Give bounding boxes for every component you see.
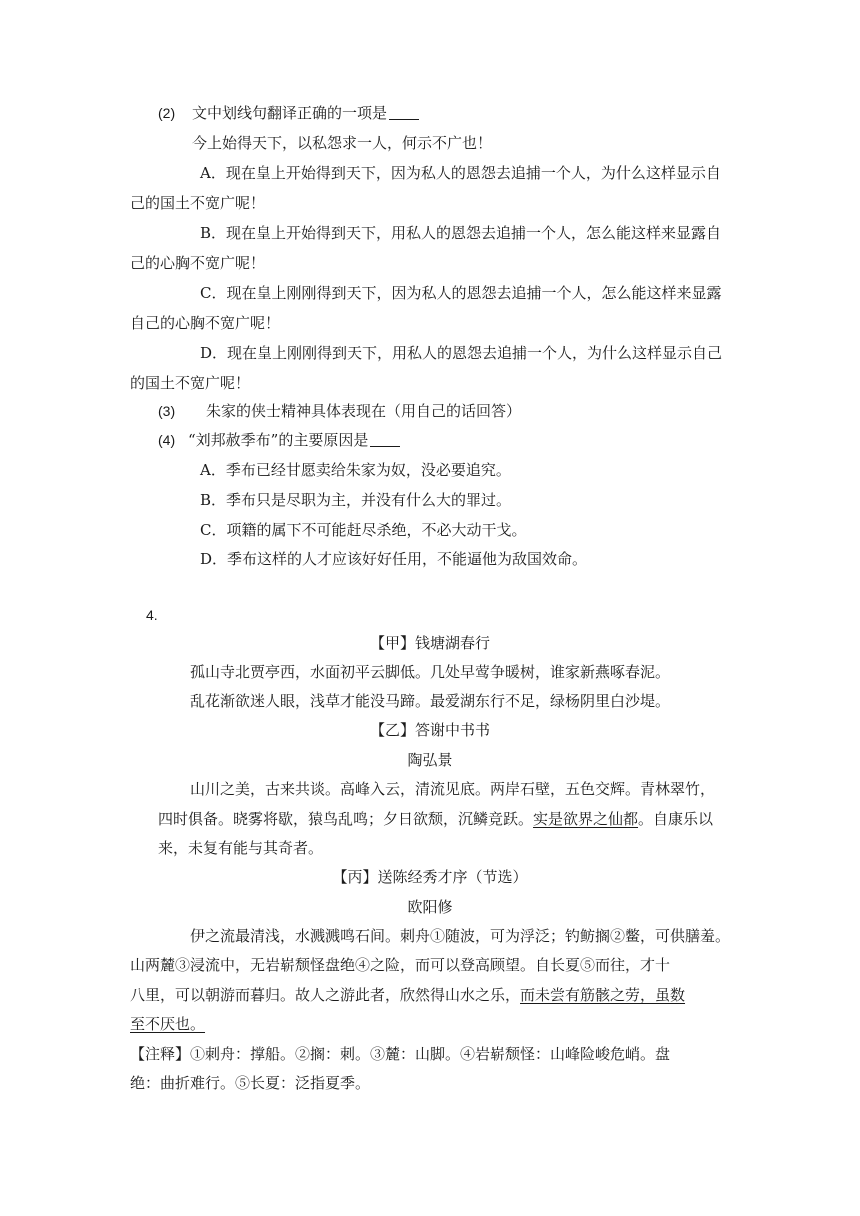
q4-option-b: B．季布只是尽职为主，并没有什么大的罪过。 [200, 491, 512, 509]
text-bing-line-3-head: 八里，可以朝游而暮归。故人之游此者，欣然得山水之乐， [130, 986, 521, 1004]
underlined-sentence: 实是欲界之仙都 [533, 810, 639, 828]
text-bing-title: 【丙】送陈经秀才序（节选） [332, 868, 528, 886]
section-4-number: 4. [146, 607, 158, 623]
question-2-prompt [192, 102, 419, 124]
underlined-sentence-end: 至不厌也。 [130, 1015, 206, 1033]
text-yi-line-2-tail: 。自康乐以 [638, 810, 714, 828]
question-4-prompt-text: “刘邦赦季布”的主要原因是 [188, 431, 369, 449]
text-yi-author: 陶弘景 [407, 751, 453, 769]
text-yi-line-2 [158, 808, 713, 830]
text-yi-title: 【乙】答谢中书书 [369, 721, 490, 739]
option-b-line-1: B．现在皇上开始得到天下，用私人的恩怨去追捕一个人，怎么能这样来显露自 [200, 224, 722, 242]
question-2-quote: 今上始得天下，以私怨求一人，何示不广也！ [192, 134, 493, 152]
text-yi-line-3: 来，未复有能与其奇者。 [158, 839, 324, 857]
underlined-sentence: 而未尝有筋骸之劳，虽数 [520, 986, 686, 1004]
notes-line-2: 绝：曲折难行。⑤长夏：泛指夏季。 [130, 1074, 371, 1092]
text-bing-author: 欧阳修 [407, 898, 453, 916]
option-c-line-2: 自己的心胸不宽广呢！ [130, 314, 281, 332]
text-bing-line-3 [130, 984, 685, 1006]
option-a-line-1: A．现在皇上开始得到天下，因为私人的恩怨去追捕一个人，为什么这样显示自 [200, 164, 721, 182]
answer-blank[interactable] [370, 432, 400, 447]
question-3-text: 朱家的侠士精神具体表现在（用自己的话回答） [206, 402, 522, 420]
question-4-prompt [188, 429, 400, 451]
question-4-number: (4) [158, 432, 176, 448]
q4-option-a: A．季布已经甘愿卖给朱家为奴，没必要追究。 [200, 461, 511, 479]
q4-option-d: D．季布这样的人才应该好好任用，不能逼他为敌国效命。 [200, 550, 588, 568]
option-d-line-2: 的国土不宽广呢！ [130, 374, 251, 392]
q4-option-c: C．项籍的属下不可能赶尽杀绝，不必大动干戈。 [200, 521, 527, 539]
question-3-number: (3) [158, 403, 176, 419]
poem-jia-line-2: 乱花渐欲迷人眼，浅草才能没马蹄。最爱湖东行不足，绿杨阴里白沙堤。 [189, 692, 670, 710]
text-bing-line-4 [130, 1013, 205, 1035]
answer-blank[interactable] [389, 105, 419, 120]
text-yi-line-1: 山川之美，古来共谈。高峰入云，清流见底。两岸石壁，五色交辉。青林翠竹， [190, 780, 716, 798]
question-2-number: (2) [158, 105, 176, 121]
option-d-line-1: D．现在皇上刚刚得到天下，用私人的恩怨去追捕一个人，为什么这样显示自己 [200, 344, 723, 362]
option-a-line-2: 己的国土不宽广呢！ [130, 194, 266, 212]
option-b-line-2: 己的心胸不宽广呢！ [130, 254, 266, 272]
question-2-prompt-text: 文中划线句翻译正确的一项是 [192, 104, 388, 122]
text-yi-line-2-head: 四时俱备。晓雾将歇，猿鸟乱鸣；夕日欲颓，沉鳞竞跃。 [158, 810, 534, 828]
notes-line-1: 【注释】①刺舟：撑船。②搁：刺。③麓：山脚。④岩崭颓怪：山峰险峻危峭。盘 [130, 1045, 671, 1063]
text-bing-line-2: 山两麓③浸流中，无岩崭颓怪盘绝④之险，而可以登高顾望。自长夏⑤而往，才十 [130, 956, 671, 974]
poem-jia-title: 【甲】钱塘湖春行 [369, 634, 490, 652]
poem-jia-line-1: 孤山寺北贾亭西，水面初平云脚低。几处早莺争暖树，谁家新燕啄春泥。 [189, 663, 670, 681]
text-bing-line-1: 伊之流最清浅，水溅溅鸣石间。刺舟①随波，可为浮泛；钓鲂搁②鳖，可供膳羞。 [190, 927, 731, 945]
option-c-line-1: C．现在皇上刚刚得到天下，因为私人的恩怨去追捕一个人，怎么能这样来显露 [200, 284, 722, 302]
